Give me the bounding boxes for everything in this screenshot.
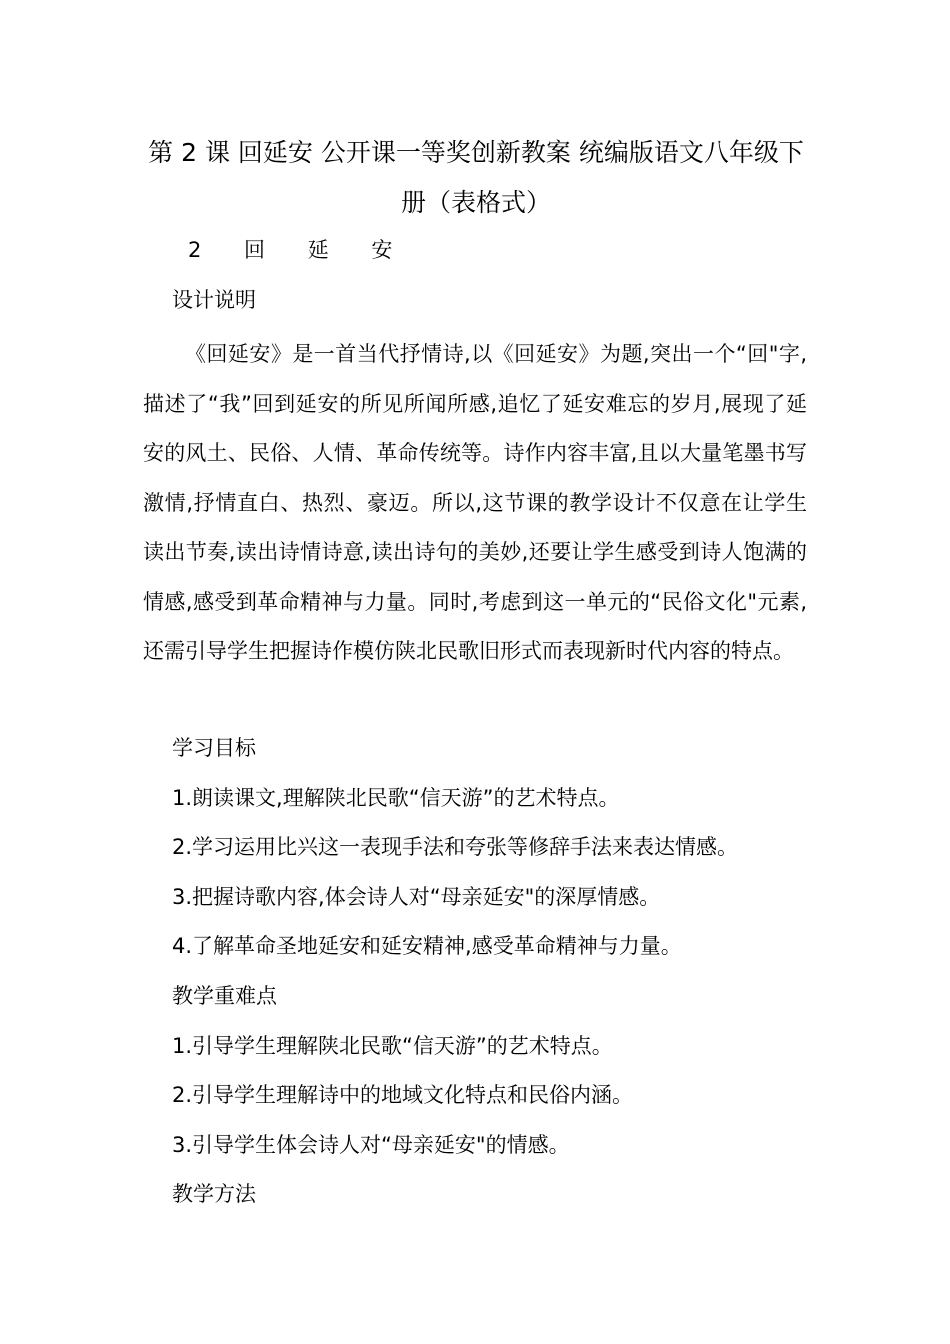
lesson-heading: 2 回 延 安 [188, 238, 411, 262]
key-point-item: 1.引导学生理解陕北民歌“信天游”的艺术特点。 [172, 1034, 613, 1058]
key-point-item: 3.引导学生体会诗人对“母亲延安"的情感。 [172, 1133, 570, 1157]
design-note-heading: 设计说明 [172, 288, 256, 312]
objectives-heading: 学习目标 [172, 736, 256, 760]
key-points-heading: 教学重难点 [172, 984, 277, 1008]
design-note-paragraph: 《回延安》是一首当代抒情诗,以《回延安》为题,突出一个“回"字,描述了“我”回到延安的所见所闻所感,追忆了延安难忘的岁月,展现了延安的风土、民俗、人情、革命传统等。诗作内容丰富,且以大量笔墨书写激情,抒情直白、热烈、豪迈。所以,这节课的教学设计不仅意在让学生读出节奏,读出诗情诗意,读出诗句的美妙,还要让学生感受到诗人饱满的情感,感受到革命精神与力量。同时,考虑到这一单元的“民俗文化"元素,还需引导学生把握诗作模仿陕北民歌旧形式而表现新时代内容的特点。 [143, 342, 807, 663]
document-title: 第 2 课 回延安 公开课一等奖创新教案 统编版语文八年级下册（表格式） [148, 138, 804, 217]
objective-item: 2.学习运用比兴这一表现手法和夸张等修辞手法来表达情感。 [172, 835, 739, 859]
objective-item: 3.把握诗歌内容,体会诗人对“母亲延安"的深厚情感。 [172, 885, 661, 909]
objective-item: 4.了解革命圣地延安和延安精神,感受革命精神与力量。 [172, 934, 682, 958]
methods-heading: 教学方法 [172, 1182, 256, 1206]
key-point-item: 2.引导学生理解诗中的地域文化特点和民俗内涵。 [172, 1083, 634, 1107]
objective-item: 1.朗读课文,理解陕北民歌“信天游”的艺术特点。 [172, 786, 620, 810]
